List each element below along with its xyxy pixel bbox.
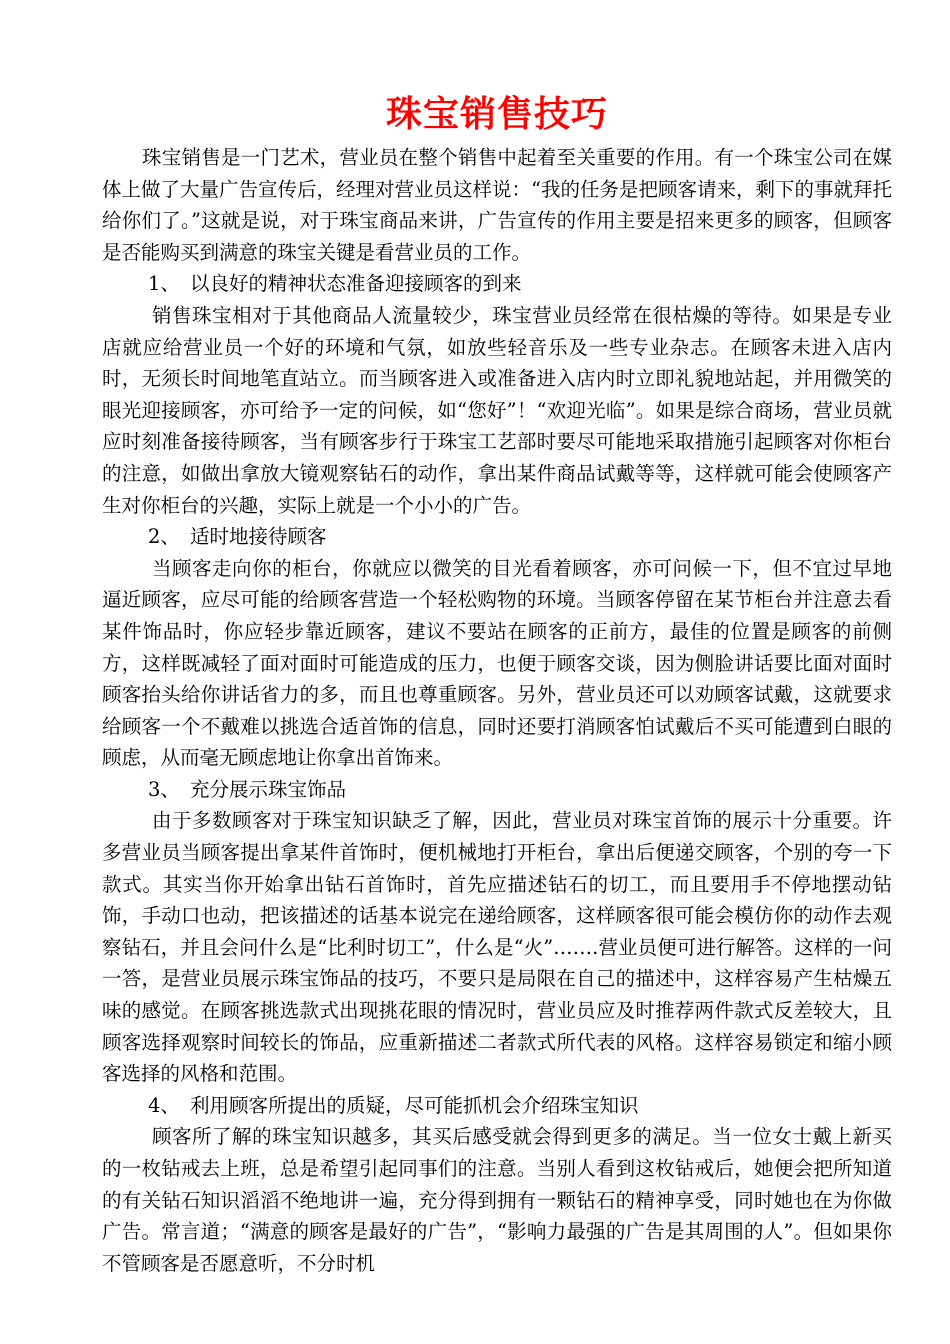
section-number: 1、 xyxy=(148,272,180,296)
intro-paragraph: 珠宝销售是一门艺术，营业员在整个销售中起着至关重要的作用。有一个珠宝公司在媒体上做了大量广告宣传后，经理对营业员这样说：“我的任务是把顾客请来，剩下的事就拜托给你们了。”这就是说，对于珠宝商品来讲，广告宣传的作用主要是招来更多的顾客，但顾客是否能购买到满意的珠宝关键是看营业员的工作。 xyxy=(102,146,892,264)
section-number: 4、 xyxy=(148,1093,180,1117)
section-heading-text: 适时地接待顾客 xyxy=(190,525,327,549)
section-number: 2、 xyxy=(148,525,180,549)
section-body-2: 当顾客走向你的柜台，你就应以微笑的目光看着顾客，亦可问候一下，但不宜过早地逼近顾客，应尽可能的给顾客营造一个轻松购物的环境。当顾客停留在某节柜台并注意去看某件饰品时，你应轻步靠近顾客，建议不要站在顾客的正前方，最佳的位置是顾客的前侧方，这样既减轻了面对面时可能造成的压力，也便于顾客交谈，因为侧脸讲话要比面对面时顾客抬头给你讲话省力的多，而且也尊重顾客。另外，营业员还可以劝顾客试戴，这就要求给顾客一个不戴难以挑选合适首饰的信息，同时还要打消顾客怕试戴后不买可能遭到白眼的顾虑，从而毫无顾虑地让你拿出首饰来。 xyxy=(102,556,892,770)
document-title: 珠宝销售技巧 xyxy=(385,93,608,135)
section-number: 3、 xyxy=(148,777,180,801)
section-body-3: 由于多数顾客对于珠宝知识缺乏了解，因此，营业员对珠宝首饰的展示十分重要。许多营业员当顾客提出拿某件首饰时，便机械地打开柜台，拿出后便递交顾客，个别的夸一下款式。其实当你开始拿出钻石首饰时，首先应描述钻石的切工，而且要用手不停地摆动钻饰，手动口也动，把该描述的话基本说完在递给顾客，这样顾客很可能会模仿你的动作去观察钻石，并且会问什么是“比利时切工”，什么是“火”…….营业员便可进行解答。这样的一问一答，是营业员展示珠宝饰品的技巧，不要只是局限在自己的描述中，这样容易产生枯燥五味的感觉。在顾客挑选款式出现挑花眼的情况时，营业员应及时推荐两件款式反差较大，且顾客选择观察时间较长的饰品，应重新描述二者款式所代表的风格。这样容易锁定和缩小顾客选择的风格和范围。 xyxy=(102,809,892,1086)
section-heading-3 xyxy=(102,774,892,806)
section-heading-2 xyxy=(102,521,892,553)
section-body-1: 销售珠宝相对于其他商品人流量较少，珠宝营业员经常在很枯燥的等待。如果是专业店就应给营业员一个好的环境和气氛，如放些轻音乐及一些专业杂志。在顾客未进入店内时，无须长时间地笔直站立。而当顾客进入或准备进入店内时立即礼貌地站起，并用微笑的眼光迎接顾客，亦可给予一定的问候，如“您好”！“欢迎光临”。如果是综合商场，营业员就应时刻准备接待顾客，当有顾客步行于珠宝工艺部时要尽可能地采取措施引起顾客对你柜台的注意，如做出拿放大镜观察钻石的动作，拿出某件商品试戴等等，这样就可能会使顾客产生对你柜台的兴趣，实际上就是一个小小的广告。 xyxy=(102,303,892,517)
document-page xyxy=(102,86,892,1279)
section-heading-text: 利用顾客所提出的质疑，尽可能抓机会介绍珠宝知识 xyxy=(190,1093,639,1117)
section-heading-4 xyxy=(102,1090,892,1122)
section-heading-text: 以良好的精神状态准备迎接顾客的到来 xyxy=(190,272,522,296)
section-heading-1 xyxy=(102,268,892,300)
section-body-4: 顾客所了解的珠宝知识越多，其买后感受就会得到更多的满足。当一位女士戴上新买的一枚钻戒去上班，总是希望引起同事们的注意。当别人看到这枚钻戒后，她便会把所知道的有关钻石知识滔滔不绝地讲一遍，充分得到拥有一颗钻石的精神享受，同时她也在为你做广告。常言道；“满意的顾客是最好的广告”，“影响力最强的广告是其周围的人”。但如果你不管顾客是否愿意听，不分时机 xyxy=(102,1125,892,1275)
section-heading-text: 充分展示珠宝饰品 xyxy=(190,777,347,801)
